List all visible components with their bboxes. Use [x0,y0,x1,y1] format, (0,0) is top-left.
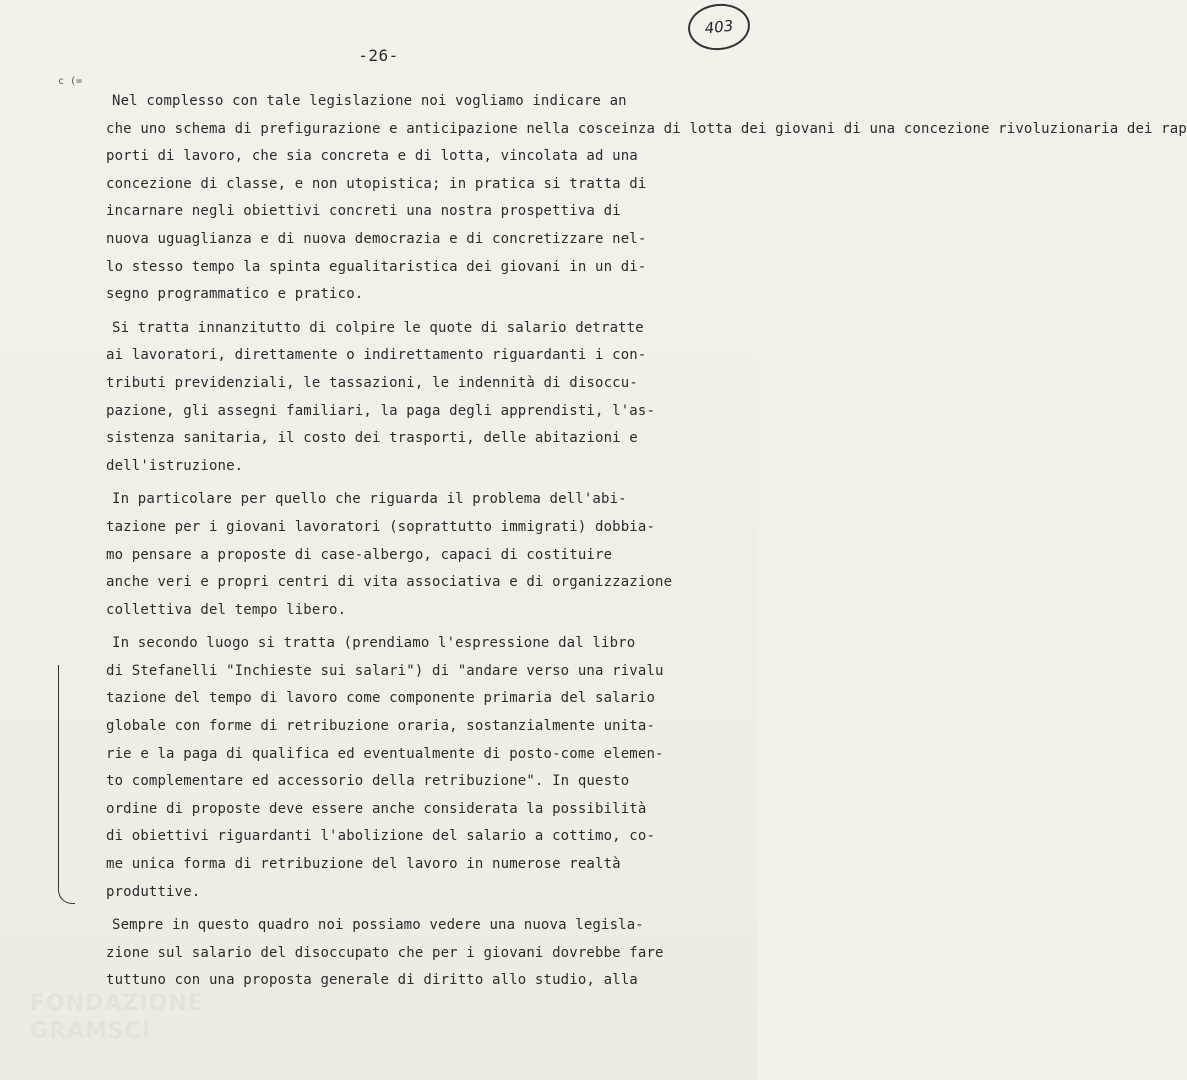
paragraph [106,630,702,906]
text-line: ordine di proposte deve essere anche considerata la possibilità [106,800,647,817]
watermark-line: FONDAZIONE [30,991,204,1016]
text-line: zione sul salario del disoccupato che per i giovani dovrebbe fare [106,944,664,961]
text-line: sistenza sanitaria, il costo dei trasporti, delle abitazioni e [106,430,638,447]
text-line: di obiettivi riguardanti l'abolizione del salario a cottimo, co- [106,828,656,845]
corner-mark: c (= [58,76,83,87]
page-number: -26- [358,46,399,65]
typed-text-body [106,88,1187,995]
text-line: In particolare per quello che riguarda il problema dell'abi- [112,491,627,508]
text-line: tributi previdenziali, le tassazioni, le indennità di disoccu- [106,374,638,391]
text-line: Si tratta innanzitutto di colpire le quote di salario detratte [112,319,644,336]
text-line: nuova uguaglianza e di nuova democrazia e di concretizzare nel- [106,230,647,247]
text-line: segno programmatico e pratico. [106,286,364,303]
paragraph [106,315,702,481]
archive-number-stamp: 403 [686,1,752,53]
text-line: concezione di classe, e non utopistica; in pratica si tratta di [106,175,647,192]
text-line: tazione per i giovani lavoratori (soprattutto immigrati) dobbia- [106,518,656,535]
text-line: ai lavoratori, direttamente o indirettamento riguardanti i con- [106,347,647,364]
text-line: dell'istruzione. [106,457,244,474]
text-line: produttive. [106,883,201,900]
paragraph [106,912,702,995]
margin-bracket-mark [58,665,75,904]
text-line: mo pensare a proposte di case-albergo, capaci di costituire [106,546,613,563]
text-line: pazione, gli assegni familiari, la paga degli apprendisti, l'as- [106,402,656,419]
text-line: porti di lavoro, che sia concreta e di lotta, vincolata ad una [106,148,638,165]
text-line: di Stefanelli "Inchieste sui salari") di "andare verso una rivalu [106,662,664,679]
text-line: tazione del tempo di lavoro come componente primaria del salario [106,690,656,707]
paragraph [106,88,1187,309]
text-line: me unica forma di retribuzione del lavoro in numerose realtà [106,856,621,873]
watermark-line: GRAMSCI [30,1019,152,1044]
archive-watermark [30,990,204,1046]
text-line: In secondo luogo si tratta (prendiamo l'espressione dal libro [112,635,636,652]
text-line: anche veri e propri centri di vita associativa e di organizzazione [106,574,673,591]
text-line: collettiva del tempo libero. [106,601,347,618]
text-line: to complementare ed accessorio della retribuzione". In questo [106,773,630,790]
text-line: Nel complesso con tale legislazione noi vogliamo indicare an [112,93,627,109]
text-line: Sempre in questo quadro noi possiamo vedere una nuova legisla- [112,917,644,934]
text-line: che uno schema di prefigurazione e anticipazione nella cosceinza di lotta dei giovani di una concezione rivoluzionaria dei rap [106,120,1187,137]
text-line: rie e la paga di qualifica ed eventualmente di posto-come elemen- [106,745,664,762]
text-line: lo stesso tempo la spinta egualitaristica dei giovani in un di- [106,258,647,275]
text-line: globale con forme di retribuzione oraria, sostanzialmente unita- [106,718,656,735]
text-line: tuttuno con una proposta generale di diritto allo studio, alla [106,972,638,989]
text-line: incarnare negli obiettivi concreti una nostra prospettiva di [106,203,621,220]
paragraph [106,486,702,624]
